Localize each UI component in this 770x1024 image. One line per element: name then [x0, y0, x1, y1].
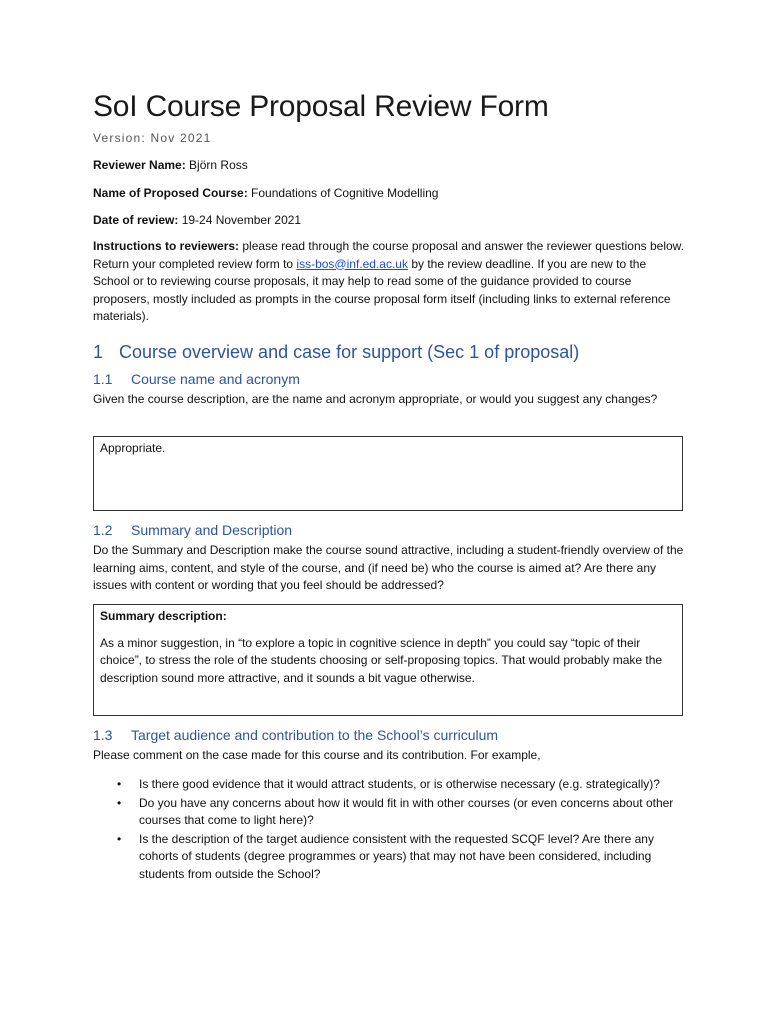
instructions-text-1: please read through the course proposal and answer the reviewer questions below. Return your completed review form to [93, 239, 684, 271]
section-1-2-answer: As a minor suggestion, in “to explore a topic in cognitive science in depth” you could say “topic of their choice”, to stress the role of the students choosing or self-proposing topics. That would probably make the description sound more attractive, and it sounds a bit vague otherwise. [100, 635, 663, 685]
section-1-2-number: 1.2 [93, 522, 113, 538]
section-1-3-title: Target audience and contribution to the School’s curriculum [131, 727, 499, 743]
section-1-1-number: 1.1 [93, 371, 113, 387]
instructions-label: Instructions to reviewers: [93, 239, 240, 253]
bullet-icon: • [117, 795, 122, 810]
list-item [93, 776, 685, 794]
summary-description-label: Summary description: [100, 609, 227, 623]
section-1-1-answer-box[interactable] [93, 436, 683, 511]
section-1-3-intro: Please comment on the case made for this course and its contribution. For example, [93, 748, 541, 762]
section-1-2-answer-box[interactable] [93, 604, 683, 716]
section-1-1-title: Course name and acronym [131, 371, 300, 387]
section-1-2-question: Do the Summary and Description make the course sound attractive, including a student-friendly overview of the learning aims, content, and style of the course, and (if need be) who the course is aimed at? Are there any issues with content or wording that you feel should be addressed? [93, 543, 684, 592]
section-1-heading [93, 342, 579, 363]
reviewer-name-value: Björn Ross [185, 158, 248, 172]
section-1-number: 1 [93, 342, 104, 362]
reviewer-name-field [93, 157, 248, 174]
section-1-1-question: Given the course description, are the name and acronym appropriate, or would you suggest any changes? [93, 392, 658, 406]
course-name-field [93, 185, 438, 202]
page-title: SoI Course Proposal Review Form [93, 90, 549, 123]
instructions-text-2: by the review deadline. If you are new to the School or to reviewing course proposals, it may help to read some of the guidance provided to course proposers, mostly included as prompts in the course proposal form itself (including links to external reference materials). [93, 256, 671, 323]
version-label: Version: Nov 2021 [93, 131, 212, 145]
reviewer-name-label: Reviewer Name: [93, 158, 186, 172]
bullet-text-2: Do you have any concerns about how it would fit in with other courses (or even concerns about other courses that come to light here)? [139, 795, 674, 827]
review-date-label: Date of review: [93, 213, 179, 227]
section-1-1-answer: Appropriate. [100, 441, 166, 455]
bullet-text-3: Is the description of the target audience consistent with the requested SCQF level? Are there any cohorts of students (degree programmes or years) that may not have been considered, including students from outside the School? [139, 831, 654, 881]
bullet-text-1: Is there good evidence that it would attract students, or is otherwise necessary (e.g. strategically)? [139, 777, 660, 791]
section-1-3-heading [93, 727, 498, 743]
review-date-value: 19-24 November 2021 [178, 213, 302, 227]
section-1-2-title: Summary and Description [131, 522, 293, 538]
course-name-value: Foundations of Cognitive Modelling [247, 186, 439, 200]
review-date-field [93, 212, 301, 229]
list-item [93, 831, 685, 884]
course-name-label: Name of Proposed Course: [93, 186, 248, 200]
instructions-paragraph [93, 238, 685, 326]
section-1-2-heading [93, 522, 292, 538]
list-item [93, 795, 685, 830]
section-1-3-number: 1.3 [93, 727, 113, 743]
contact-email-link[interactable]: iss-bos@inf.ed.ac.uk [296, 256, 408, 271]
section-1-1-heading [93, 371, 300, 387]
section-1-3-bullet-list [93, 776, 685, 884]
bullet-icon: • [117, 777, 122, 791]
section-1-title: Course overview and case for support (Sec 1 of proposal) [119, 342, 580, 362]
bullet-icon: • [117, 831, 122, 846]
